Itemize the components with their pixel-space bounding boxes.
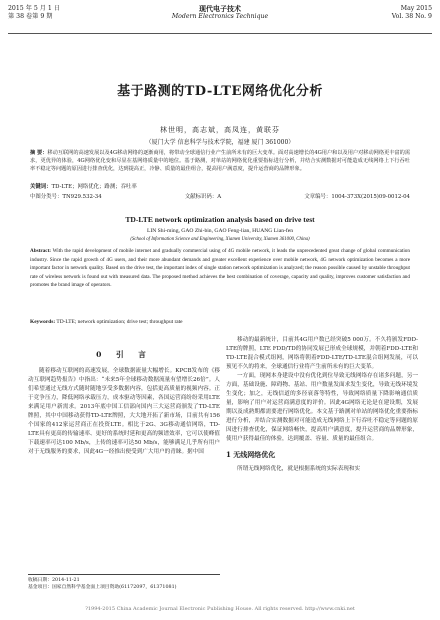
header-center <box>8 5 432 21</box>
clc-number: 中图分类号：TN929.532-34 <box>30 194 102 200</box>
section-0-heading: 0 引 言 <box>96 350 152 359</box>
authors-cn: 林世明，高志斌，高凤连，黄联芬 <box>160 126 280 134</box>
abstract-en-label: Abstract: <box>30 248 52 254</box>
keywords-cn-text: TD-LTE；网络优化；路测；吞吐率 <box>51 184 137 190</box>
abstract-cn-label: 摘 要： <box>30 150 48 156</box>
footnote <box>28 574 220 591</box>
right-paragraph-2: 一方面，现网本身建设中没有优化到位导致无线网络存在诸多问题，另一方面，基础设施、障碍物、基站、用户数量发面求发生变化，导致无线环境发生变化；加之，无线信道的多径衰落等特性，导致网络质量下降影响通信质量，影响了用户对运营商满意度的评价。因此4G网络无论是在建设期，发展期以及成熟期都需要进行网络优化。本文基于路测对单站的网络优化重要指标进行分析，并结合实测数据对可能造成无线网络上下行吞吐不稳定等问题的原因进行排查优化，保证网络畅快，提高用户满意度，提升运营商的品牌形象，使用户获得最佳的体验，达到覆盖、容量、质量的最佳组合。 <box>226 373 418 442</box>
header-volume: 第 38 卷第 9 期 <box>8 13 53 20</box>
keywords-cn-label: 关键词： <box>30 184 52 190</box>
abstract-en <box>30 247 410 290</box>
journal-name-en: Modern Electronics Technique <box>171 13 269 20</box>
received-date: 收稿日期：2014-11-21 <box>28 578 80 583</box>
journal-header <box>8 5 432 34</box>
abstract-cn-text: 移动互联网的高速发展以及4G移动网络的逐渐商用，将带动全球通信行业产生前所未有的巨大变革。面对高速增长的4G用户和以及用户对移动网络更丰富的需求，更优异的体验，4G网络优化变和尽显在基网络质量中的地位。基于路测，对单站的网络优化重要指标进行分析，并结合实测数据对可能造成无线网络上下行吞吐率不稳定等问题的原因进行排查优化，达到提高正，冷静、质量的最佳组合，提高用户满意度，提升运营商的品牌形象。 <box>30 150 411 173</box>
header-volume-en: Vol. 38 No. 9 <box>391 13 432 20</box>
keywords-en-text: TD-LTE; network optimization; drive test; throughput rate <box>56 319 183 325</box>
affiliation-cn: （厦门大学 信息科学与技术学院，福建 厦门 361000） <box>145 139 295 146</box>
section-0-paragraph: 随着移动互联网的高速发展，全球数据流量大幅增长。KPCB发布的《移动互联网趋势报告》中指出：“未来5年全球移动数据流量有望增长26倍”。人们希望通过无线方式随时随地享受多数据内容，包括更高质量的视频内容。正于竞争压力，降低网络承载压力，成本驱动等因素，各国运营商纷纷采用LTE来满足用户新需求。2013年底中国工信部向国内三大运营商颁发了TD-LTE牌照，其中中国移动获得TD-LTE牌照，大大地开拓了新市场，目前共有156个国家的412家运营商正在投资LTE。相比于2G、3G移动通信网络，TD-LTE具有更高的传输速率、更好的系统时延和更高的频谱效率，它可以使峰值下载速率可达100 Mb/s，上传的速率可达50 Mb/s，能够满足几乎所有用户对于无线服务的要求，因此4G一经推出便受到广大用户的青睐。据中国 <box>28 368 220 455</box>
header-date: 2015 年 5 月 1 日 <box>8 5 61 12</box>
journal-name-cn: 现代电子技术 <box>199 4 241 13</box>
abstract-en-text: With the rapid development of mobile internet and gradually commercial using of 4G mobile network, it leads the unprecedented great change of global communication industry. Since the rapid growth of 4G users, and their more abundant demands and greater excellent experience over mobile network, 4G network optimization becomes a more important factor in network quality. Based on the drive test, the important index of single station network optimization is analyzed; the reason possible caused by unstable throughput rate of wireless network is found out with measured data. The proposed method achieves the best combination of coverage, capacity and quality, improves customer satisfaction and promotes the brand image of operators. <box>30 248 410 289</box>
fund-info: 基金项目：国家自然科学基金面上项目资助(61172097，61371081) <box>28 585 177 590</box>
section-1-heading: 1 无线网络优化 <box>226 450 276 459</box>
authors-en: LIN Shi-ming, GAO Zhi-bin, GAO Feng-lian, HUANG Lian-fen <box>146 228 294 234</box>
paper-title-cn: 基于路测的TD-LTE网络优化分析 <box>117 84 323 99</box>
right-paragraph-1: 移动的最新统计，目前其4G用户数已经突破5 000万。不久将颁发FDD-LTE的牌照，LTE FDD/TD的协同发展已形成全球规模，并朝着FDD-LTE和TD-LTE混合模式组网，网络将朝着FDD-LTE/TD-LTE混合组网发展，可以预见不久的将来，全球通信行业将产生前所未有的巨大变革。 <box>226 337 418 370</box>
paper-title-en: TD-LTE network optimization analysis based on drive test <box>125 215 315 224</box>
copyright-line: ?1994-2015 China Academic Journal Electronic Publishing House. All rights reserved. http://www.cnki.net <box>85 606 355 612</box>
classification-cn <box>30 193 410 201</box>
body-right-column <box>226 336 418 474</box>
article-number: 文章编号：1004-373X(2015)09-0012-04 <box>304 194 410 200</box>
keywords-cn <box>30 183 410 191</box>
body-left-column <box>28 336 220 457</box>
affiliation-en: (School of Information Science and Engineering, Xiamen University, Xiamen 361000, China) <box>130 237 310 242</box>
keywords-en-label: Keywords: <box>30 319 56 325</box>
abstract-cn <box>30 149 410 174</box>
keywords-en <box>30 318 410 326</box>
document-code: 文献标识码：A <box>184 194 222 200</box>
header-date-en: May 2015 <box>400 5 432 12</box>
section-1-paragraph: 所谓无线网络优化，就是根据系统的实际表现和实 <box>237 466 361 472</box>
header-right <box>392 5 432 21</box>
